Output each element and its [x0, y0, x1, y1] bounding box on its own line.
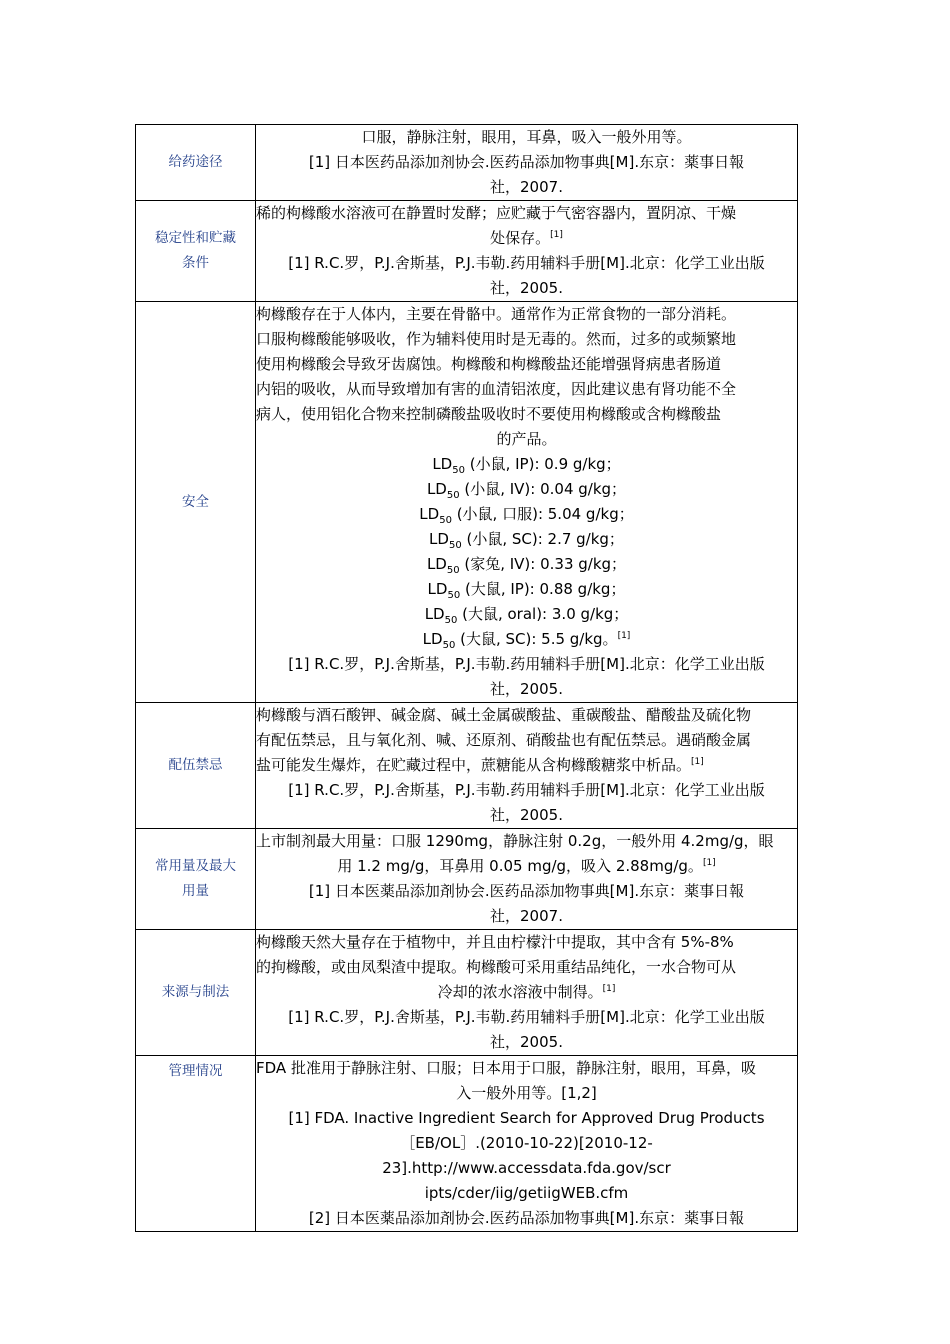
ld-prefix: LD: [426, 555, 447, 573]
reference-line: [1] 日本医薬品添加剤协会.医药品添加物事典[M].东京：薬事日報: [308, 882, 745, 900]
citation-marker: [1]: [702, 858, 716, 868]
table-row: [136, 1056, 798, 1232]
ld-subscript: 50: [446, 565, 460, 576]
ld-prefix: LD: [429, 530, 449, 548]
ld50-line: [256, 502, 797, 527]
table-row: [136, 302, 798, 703]
body-line: 入一般外用等。[1,2]: [456, 1084, 597, 1102]
row-label-text: 常用量及最大: [155, 858, 236, 874]
body-line: 口服枸橼酸能够吸收，作为辅料使用时是无毒的。然而，过多的或频繁地: [256, 330, 737, 348]
row-label-text: 稳定性和贮藏: [155, 230, 236, 246]
row-label: [136, 930, 256, 1056]
body-line: 枸橼酸天然大量存在于植物中，并且由柠檬汁中提取，其中含有 5%-8%: [256, 933, 734, 951]
row-label: [136, 302, 256, 703]
row-label-text: 管理情况: [168, 1063, 223, 1079]
ld-prefix: LD: [427, 580, 448, 598]
body-line: 有配伍禁忌，且与氧化剂、喊、还原剂、硝酸盐也有配伍禁忌。遇硝酸金属: [256, 731, 752, 749]
row-content: [256, 703, 798, 829]
body-text: 盐可能发生爆炸，在贮藏过程中，蔗糖能从含枸橼酸糖浆中析品。: [256, 756, 692, 774]
reference-line: [1] 日本医药品添加剂协会.医药品添加物事典[M].东京：薬事日報: [308, 153, 745, 171]
ld-subscript: 50: [439, 515, 452, 526]
reference-line: 社，2007.: [490, 907, 563, 925]
body-line: 口服，静脉注射，眼用，耳鼻，吸入一般外用等。: [361, 128, 692, 146]
ld-prefix: LD: [432, 455, 453, 473]
ld50-line: [256, 452, 797, 477]
ld-value: (小鼠, IP): 0.9 g/kg；: [464, 455, 621, 473]
body-text: 用 1.2 mg/g，耳鼻用 0.05 mg/g，吸入 2.88mg/g。: [337, 857, 703, 875]
body-line: [256, 980, 797, 1005]
row-label: [136, 703, 256, 829]
row-label: [136, 829, 256, 930]
ld-value: (小鼠, 口服): 5.04 g/kg；: [451, 505, 634, 523]
body-line: 使用枸橼酸会导致牙齿腐蚀。枸橼酸和枸橼酸盐还能增强肾病患者肠道: [256, 355, 722, 373]
ld50-line: [256, 527, 797, 552]
ld-value: (小鼠, SC): 2.7 g/kg；: [461, 530, 624, 548]
reference-line: 社，2005.: [490, 680, 563, 698]
ld-subscript: 50: [452, 465, 465, 476]
ld-prefix: LD: [424, 605, 445, 623]
body-line: 的产品。: [496, 430, 557, 448]
row-content: [256, 125, 798, 201]
body-line: 的拘橼酸，或由凤梨渣中提取。枸橼酸可采用重结品纯化，一水合物可从: [256, 958, 737, 976]
row-content: [256, 930, 798, 1056]
ld-prefix: LD: [426, 480, 447, 498]
row-content: [256, 1056, 798, 1232]
body-text: 处保存。: [490, 229, 551, 247]
ld-value: (大鼠, oral): 3.0 g/kg；: [457, 605, 629, 623]
row-label: [136, 1056, 256, 1232]
ld-value: (大鼠, IP): 0.88 g/kg；: [460, 580, 626, 598]
reference-line: 社，2007.: [490, 178, 563, 196]
ld-subscript: 50: [447, 590, 461, 601]
ld-subscript: 50: [446, 490, 460, 501]
ld-subscript: 50: [444, 615, 458, 626]
reference-line: 社，2005.: [490, 279, 563, 297]
row-label: [136, 125, 256, 201]
body-text: 冷却的浓水溶液中制得。: [437, 983, 603, 1001]
citation-marker: [1]: [602, 984, 616, 994]
row-label-text: 配伍禁忌: [168, 757, 223, 773]
ld-value: (小鼠, IV): 0.04 g/kg；: [459, 480, 627, 498]
ld50-line: [256, 602, 797, 627]
row-content: [256, 302, 798, 703]
ld-value: (大鼠, SC): 5.5 g/kg。: [455, 630, 618, 648]
body-line: FDA 批准用于静脉注射、口服；日本用于口服，静脉注射，眼用，耳鼻，吸: [256, 1059, 756, 1077]
reference-line: ［EB/OL］.(2010-10-22)[2010-12-23].http://www.accessdata.fda.gov/scr: [382, 1134, 671, 1177]
row-label-text: 来源与制法: [161, 984, 230, 1000]
row-label-text: 安全: [182, 493, 209, 510]
reference-line: [1] R.C.罗，P.J.舍斯基，P.J.韦勒.药用辅料手册[M].北京：化学工业出版: [288, 254, 765, 272]
row-label-text: 条件: [182, 255, 209, 271]
reference-line: [2] 日本医薬品添加剤协会.医药品添加物事典[M].东京：薬事日報: [308, 1209, 745, 1227]
ld50-line: [256, 477, 797, 502]
ld-subscript: 50: [448, 540, 462, 551]
reference-line: [1] R.C.罗，P.J.舍斯基，P.J.韦勒.药用辅料手册[M].北京：化学工业出版: [288, 1008, 765, 1026]
ld50-line: [256, 552, 797, 577]
body-line: [256, 226, 797, 251]
citation-marker: [1]: [691, 757, 704, 767]
reference-line: ipts/cder/iig/getiigWEB.cfm: [424, 1184, 629, 1202]
body-line: 病人，使用铝化合物来控制磷酸盐吸收时不要使用枸橼酸或含枸橼酸盐: [256, 405, 722, 423]
table-row: [136, 703, 798, 829]
row-label: [136, 201, 256, 302]
row-content: [256, 829, 798, 930]
ld50-line: [256, 577, 797, 602]
row-label-text: 给药途径: [168, 154, 223, 170]
citation-marker: [1]: [617, 631, 631, 641]
reference-line: [1] FDA. Inactive Ingredient Search for Approved Drug Products: [288, 1109, 765, 1127]
ld-subscript: 50: [442, 640, 456, 651]
ld50-line: [256, 627, 797, 652]
table-row: [136, 829, 798, 930]
ld-value: (家兔, IV): 0.33 g/kg；: [459, 555, 627, 573]
reference-line: 社，2005.: [490, 806, 563, 824]
body-line: [256, 854, 797, 879]
body-line: [256, 753, 797, 778]
body-line: 枸橼酸与酒石酸钾、碱金腐、碱土金属碳酸盐、重碳酸盐、醋酸盐及硫化物: [256, 706, 752, 724]
reference-line: 社，2005.: [490, 1033, 563, 1051]
table-row: [136, 201, 798, 302]
row-content: [256, 201, 798, 302]
reference-line: [1] R.C.罗，P.J.舍斯基，P.J.韦勒.药用辅料手册[M].北京：化学工业出版: [288, 781, 765, 799]
ld-prefix: LD: [419, 505, 440, 523]
ld-prefix: LD: [422, 630, 443, 648]
excipient-info-table: [135, 124, 798, 1232]
table-row: [136, 125, 798, 201]
body-line: 上市制剂最大用量：口服 1290mg，静脉注射 0.2g，一般外用 4.2mg/g，眼: [256, 832, 774, 850]
body-line: 内铝的吸收，从而导致增加有害的血清铝浓度，因此建议患有肾功能不全: [256, 380, 737, 398]
row-label-text: 用量: [182, 883, 209, 899]
body-line: 枸橼酸存在于人体内，主要在骨骼中。通常作为正常食物的一部分消耗。: [256, 305, 737, 323]
citation-marker: [1]: [550, 230, 563, 240]
table-row: [136, 930, 798, 1056]
body-line: 稀的枸橼酸水溶液可在静置时发酵；应贮藏于气密容器内，置阴凉、干燥: [256, 204, 737, 222]
reference-line: [1] R.C.罗，P.J.舍斯基，P.J.韦勒.药用辅料手册[M].北京：化学工业出版: [288, 655, 765, 673]
